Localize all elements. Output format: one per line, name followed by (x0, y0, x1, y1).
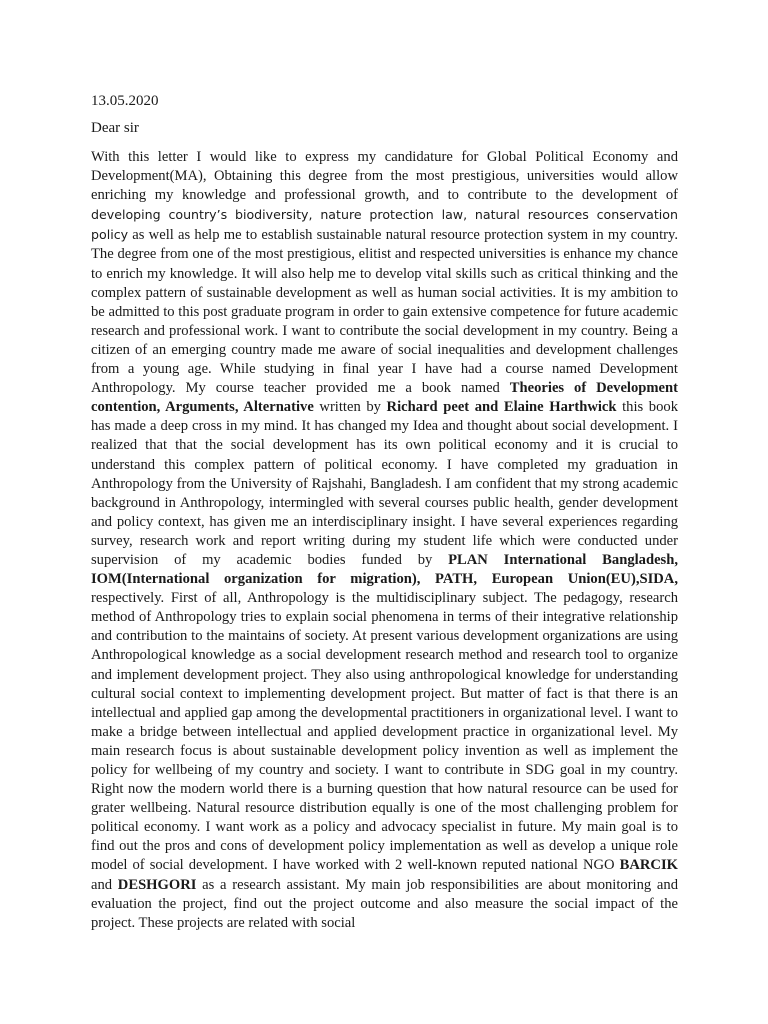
letter-salutation: Dear sir (91, 120, 139, 136)
body-segment: this book has made a deep cross in my mind. It has changed my Idea and thought about social development. I realized that that the social development has its own political economy and it is crucial to understand this complex pattern of political economy. I have completed my graduation in Anthropology from the University of Rajshahi, Bangladesh. I am confident that my strong academic background in Anthropology, intermingled with several courses public health, gender development and policy context, has given me an interdisciplinary insight. I have several experiences regarding survey, research work and report writing during my student life which were conducted under supervision of my academic bodies funded by (91, 399, 678, 568)
funding-organizations: PLAN International Bangladesh, IOM(International organization for migration), PATH, European Union(EU),SIDA, (91, 551, 678, 588)
book-authors: Richard peet and Elaine Harthwick (386, 399, 617, 416)
ngo-barcik: BARCIK (619, 857, 678, 874)
letter-page (91, 92, 678, 933)
body-segment: written by (313, 399, 387, 416)
body-segment: as a research assistant. My main job responsibilities are about monitoring and evaluation the project, find out the project outcome and also measure the social impact of the project. These projects are related with social (91, 876, 678, 931)
body-segment: respectively. First of all, Anthropology is the multidisciplinary subject. The pedagogy, research method of Anthropology tries to explain social phenomena in terms of their integrative relationship and contribution to the maintains of society. At present various development organizations are using Anthropological knowledge as a social development research method and research tool to organize and implement development project. They also using anthropological knowledge for understanding cultural social context to implementing development project. But matter of fact is that there is an intellectual and applied gap among the developmental practitioners in organizational level. I want to make a bridge between intellectual and applied development practice in organizational level. My main research focus is about sustainable development policy invention as well as implement the policy for wellbeing of my country and society. I want to contribute in SDG goal in my country. Right now the modern world there is a burning question that how natural resource can be used for grater wellbeing. Natural resource distribution equally is one of the most challenging problem for political economy. I want work as a policy and advocacy specialist in future. My main goal is to find out the pros and cons of development policy implementation as well as develop a unique role model of social development. I have worked with 2 well-known reputed national NGO (91, 590, 678, 874)
ngo-deshgori: DESHGORI (117, 876, 197, 893)
letter-body (91, 148, 678, 933)
body-segment: as well as help me to establish sustainable natural resource protection system in my country. The degree from one of the most prestigious, elitist and respected universities is enhance my chance to enrich my knowledge. It will also help me to develop vital skills such as critical thinking and the complex pattern of sustainable development as well as human social activities. It is my ambition to be admitted to this post graduate program in order to gain extensive competence for future academic research and professional work. I want to contribute the social development in my country. Being a citizen of an emerging country made me aware of social inequalities and development challenges from a young age. While studying in final year I have had a course named Development Anthropology. My course teacher provided me a book named (91, 227, 678, 397)
book-title: Theories of Development contention, Arguments, Alternative (91, 380, 678, 416)
letter-date: 13.05.2020 (91, 93, 159, 109)
body-segment: and (91, 876, 118, 893)
body-segment-topic: developing country’s biodiversity, nature protection law, natural resources conservation policy (91, 207, 678, 243)
body-segment: With this letter I would like to express my candidature for Global Political Economy and Development(MA), Obtaining this degree from the most prestigious, universities would allow enriching my knowledge and professional growth, and to contribute to the development of (91, 149, 678, 204)
